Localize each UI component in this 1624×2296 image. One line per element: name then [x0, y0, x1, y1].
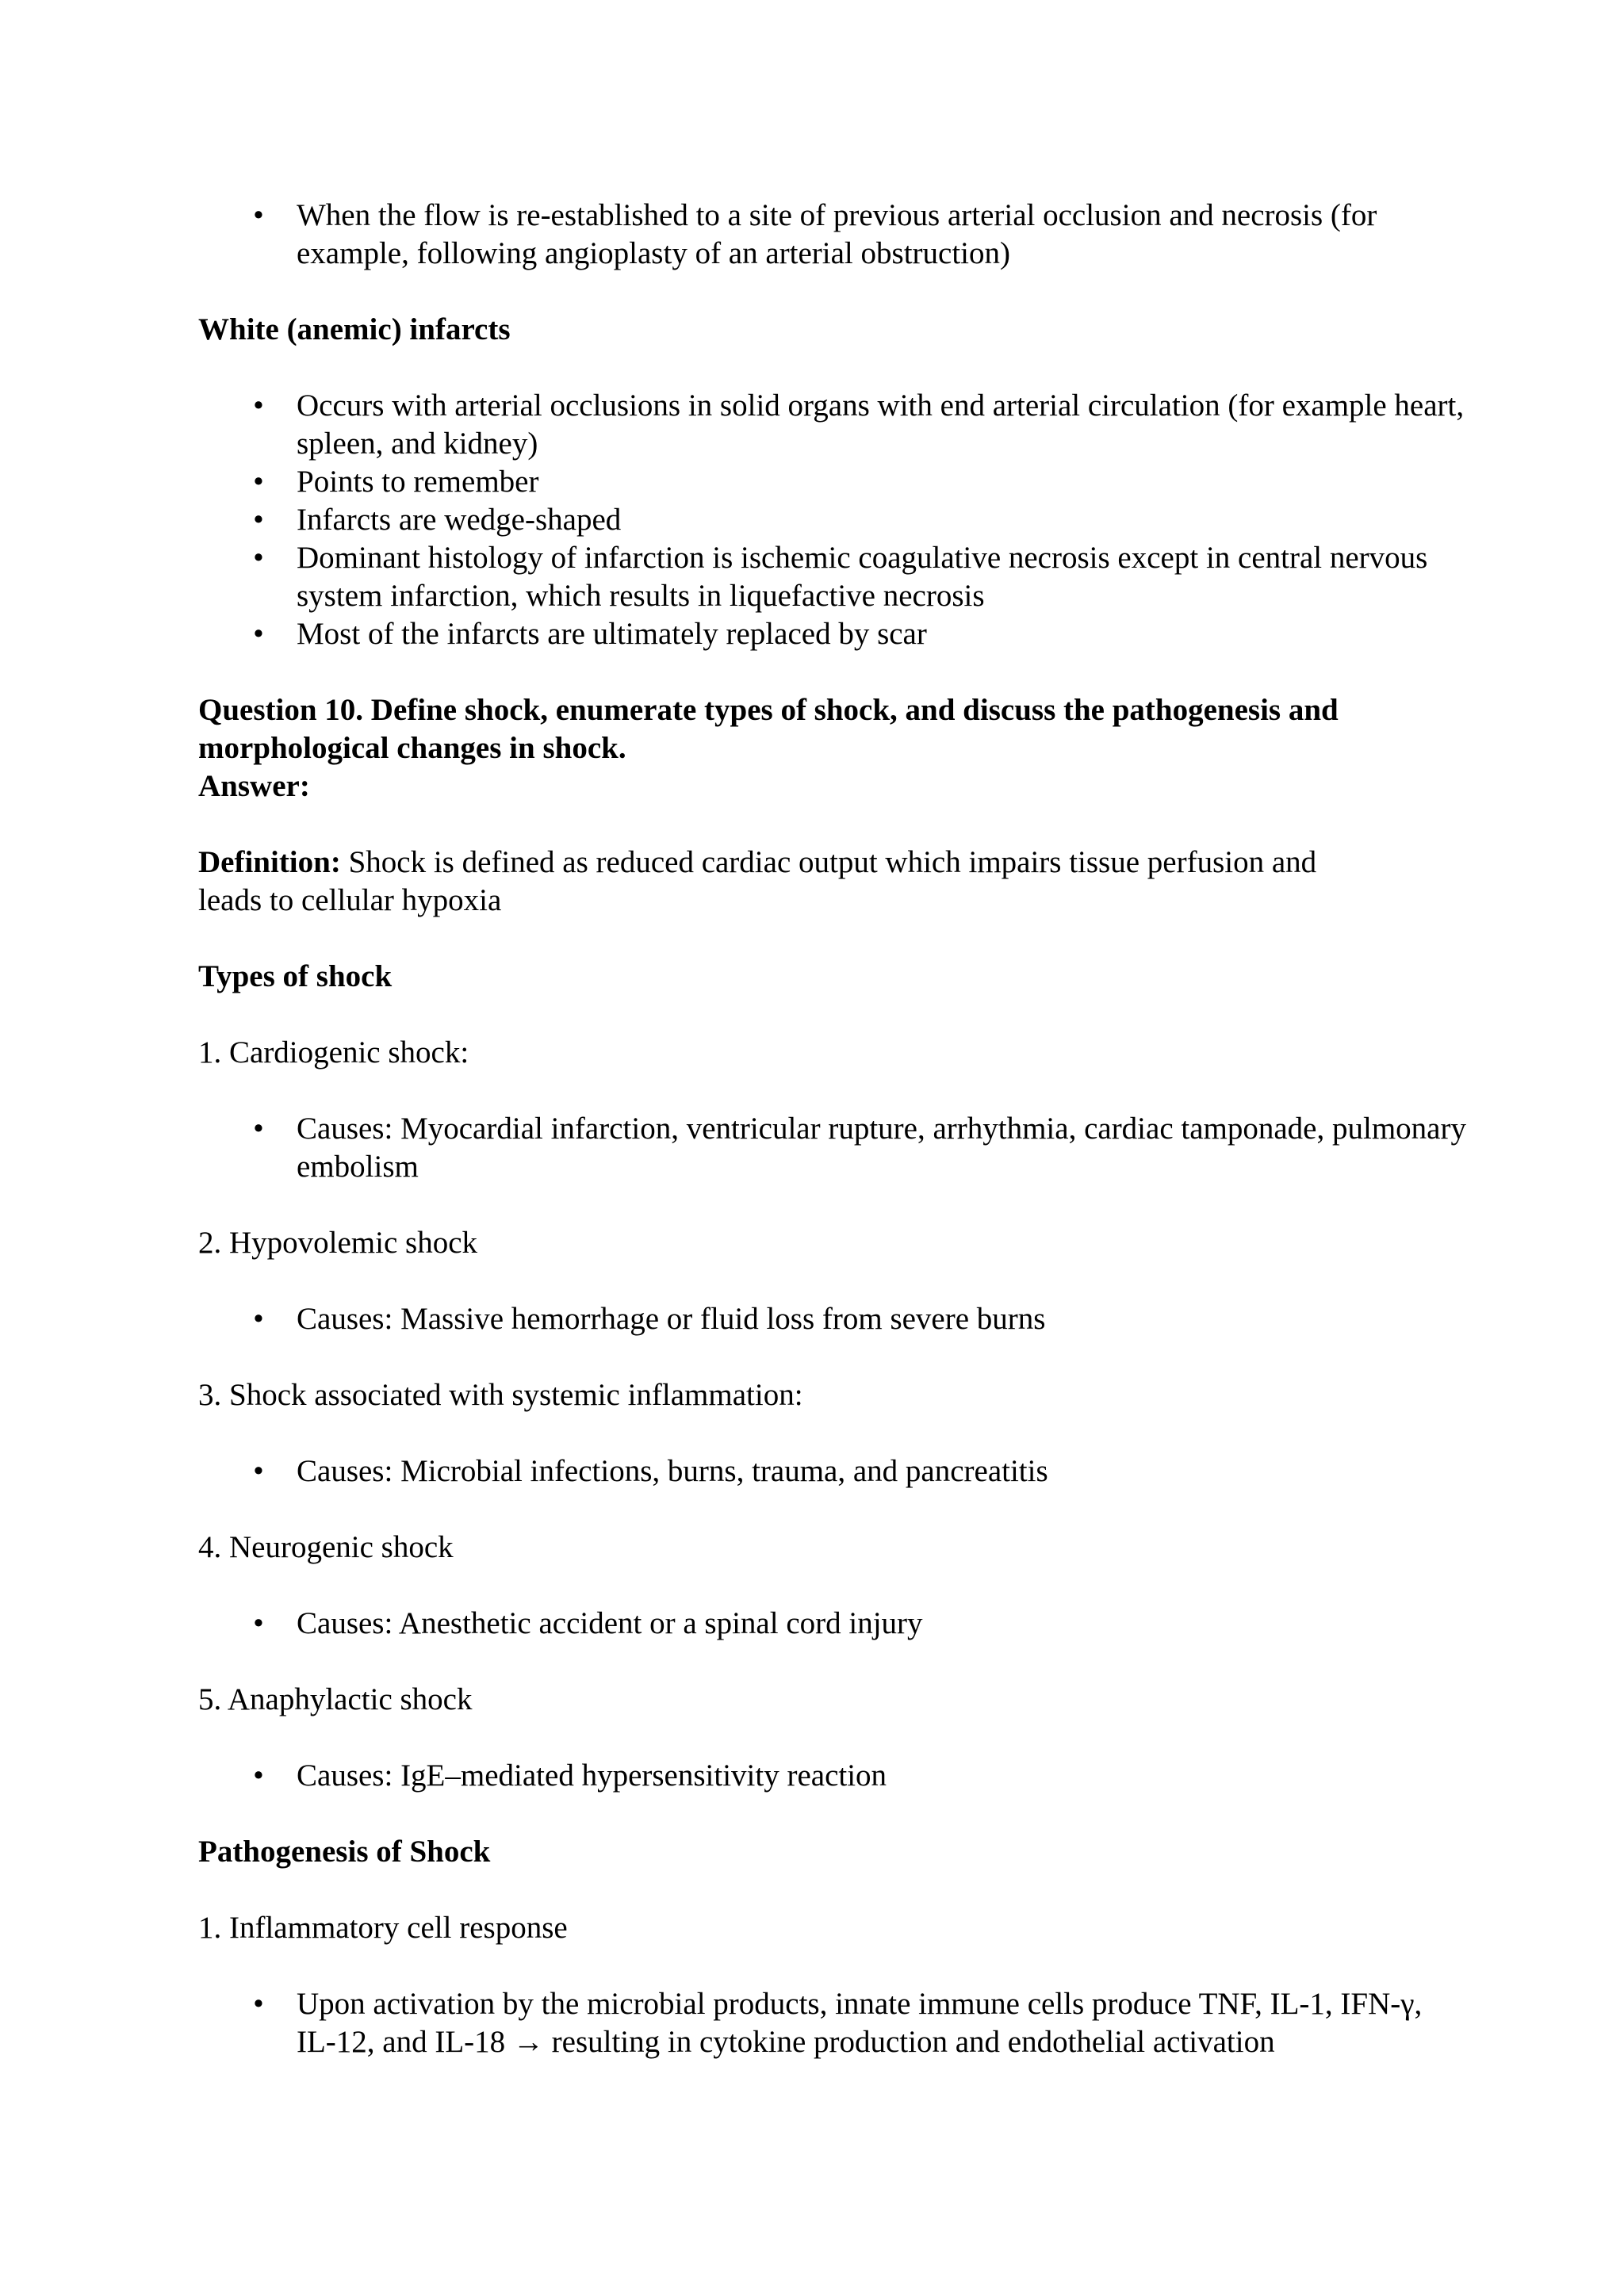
shock-type-list [198, 1757, 1467, 1795]
list-item [198, 1985, 1467, 2061]
answer-label: Answer: [198, 769, 310, 803]
bullet-icon: • [253, 1112, 264, 1146]
list-item [198, 1452, 1467, 1490]
question-title: Question 10. Define shock, enumerate types of shock, and discuss the pathogenesis and morphological changes in shock. [198, 693, 1339, 765]
bullet-icon: • [253, 1302, 264, 1336]
list-item-text: Causes: Massive hemorrhage or fluid loss from severe burns [297, 1302, 1046, 1336]
white-infarcts-list [198, 387, 1467, 653]
list-item-text: Occurs with arterial occlusions in solid organs with end arterial circulation (for example heart, spleen, and kidney) [297, 388, 1465, 461]
shock-type-title: 4. Neurogenic shock [198, 1530, 454, 1564]
bullet-icon: • [253, 503, 264, 537]
definition-paragraph [198, 844, 1372, 920]
list-item [198, 463, 1467, 501]
list-item [198, 387, 1467, 463]
list-item [198, 501, 1467, 539]
bullet-icon: • [253, 1987, 264, 2021]
list-item-text: Causes: IgE–mediated hypersensitivity reaction [297, 1758, 887, 1793]
white-infarcts-heading: White (anemic) infarcts [198, 312, 511, 346]
shock-type-title: 3. Shock associated with systemic inflammation: [198, 1378, 803, 1412]
list-item [198, 1605, 1467, 1643]
list-item-text: Upon activation by the microbial products, innate immune cells produce TNF, IL-1, IFN-γ, IL-12, and IL-18 → resulting in cytokine production and endothelial activation [297, 1987, 1423, 2059]
bullet-icon: • [253, 617, 264, 651]
list-item [198, 1110, 1467, 1186]
list-item [198, 197, 1467, 273]
reperfusion-list [198, 197, 1467, 273]
pathogenesis-list [198, 1985, 1467, 2061]
bullet-icon: • [253, 541, 264, 575]
shock-type-list [198, 1452, 1467, 1490]
shock-type-list [198, 1300, 1467, 1338]
shock-type-title: 5. Anaphylactic shock [198, 1682, 473, 1716]
list-item [198, 539, 1467, 615]
bullet-icon: • [253, 198, 264, 232]
list-item [198, 1757, 1467, 1795]
shock-type-list [198, 1110, 1467, 1186]
shock-type-title: 2. Hypovolemic shock [198, 1226, 478, 1260]
list-item-text: Causes: Microbial infections, burns, trauma, and pancreatitis [297, 1454, 1048, 1488]
bullet-icon: • [253, 465, 264, 499]
list-item-text: Causes: Anesthetic accident or a spinal cord injury [297, 1606, 923, 1640]
bullet-icon: • [253, 1454, 264, 1488]
shock-type-list [198, 1605, 1467, 1643]
list-item-text: Causes: Myocardial infarction, ventricular rupture, arrhythmia, cardiac tamponade, pulmonary embolism [297, 1112, 1466, 1184]
bullet-icon: • [253, 1606, 264, 1640]
definition-text: Shock is defined as reduced cardiac output which impairs tissue perfusion and leads to cellular hypoxia [198, 845, 1317, 917]
pathogenesis-heading: Pathogenesis of Shock [198, 1835, 491, 1869]
shock-type-title: 1. Cardiogenic shock: [198, 1035, 469, 1070]
types-heading: Types of shock [198, 959, 393, 993]
list-item [198, 1300, 1467, 1338]
pathogenesis-subheading: 1. Inflammatory cell response [198, 1911, 568, 1945]
list-item-text: Infarcts are wedge-shaped [297, 503, 622, 537]
list-item [198, 615, 1467, 653]
bullet-icon: • [253, 1758, 264, 1793]
list-item-text: Dominant histology of infarction is ischemic coagulative necrosis except in central nervous system infarction, which results in liquefactive necrosis [297, 541, 1428, 613]
list-item-text: Points to remember [297, 465, 539, 499]
bullet-icon: • [253, 388, 264, 423]
list-item-text: When the flow is re-established to a site of previous arterial occlusion and necrosis (for example, following angioplasty of an arterial obstruction) [297, 198, 1377, 270]
list-item-text: Most of the infarcts are ultimately replaced by scar [297, 617, 927, 651]
definition-label: Definition: [198, 845, 341, 879]
